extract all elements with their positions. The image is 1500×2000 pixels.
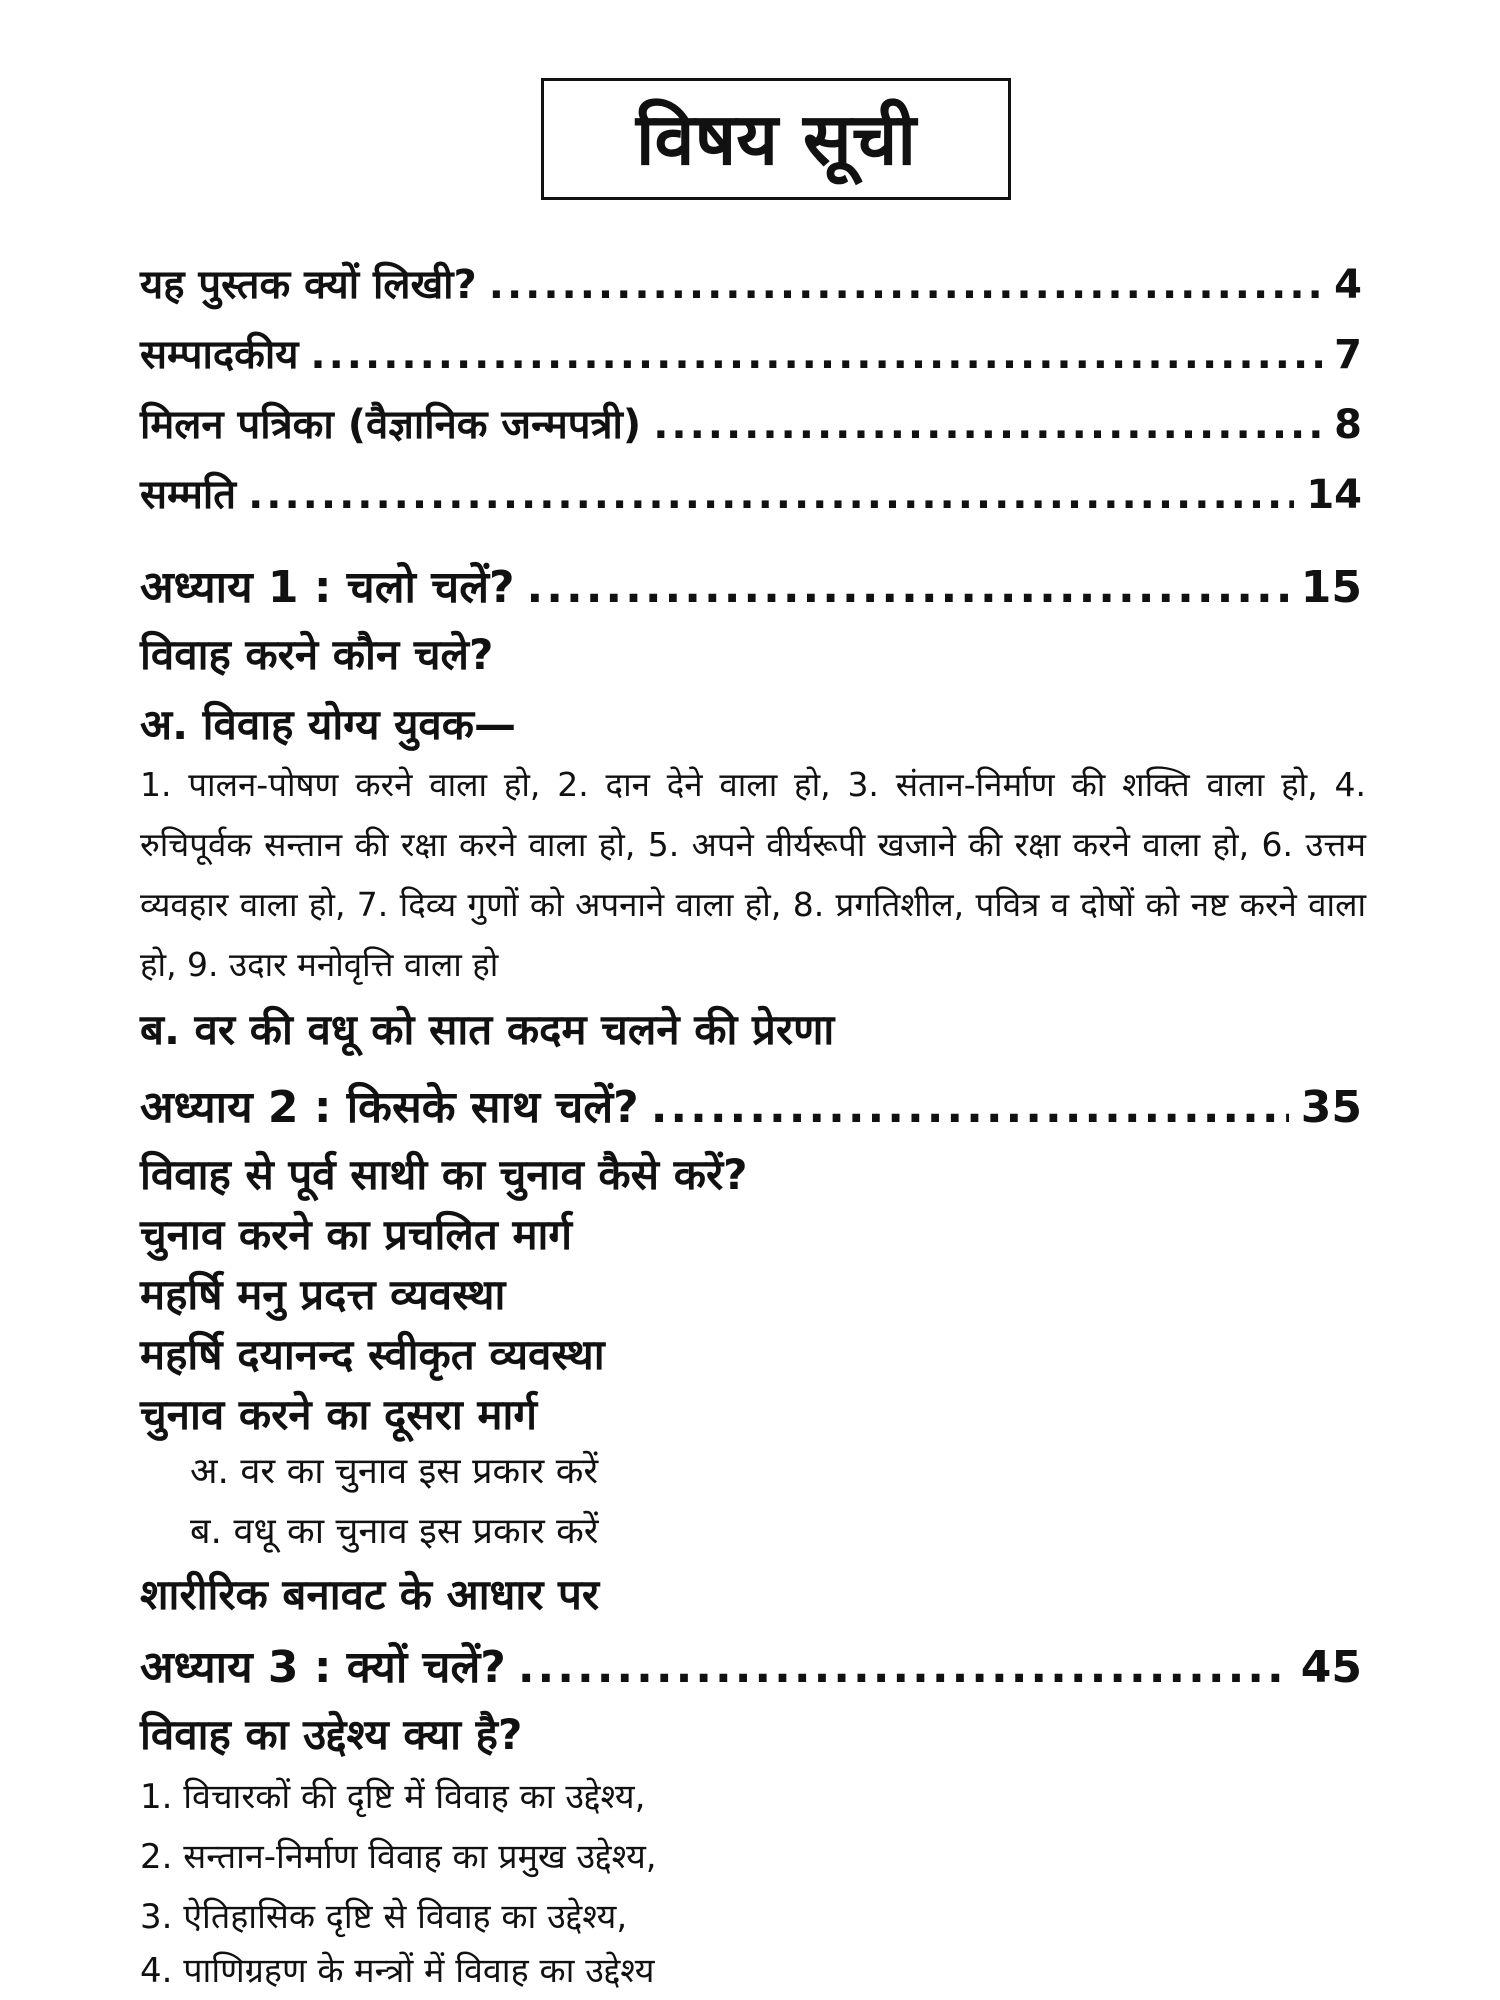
- toc-chapter-2[interactable]: [140, 1075, 1362, 1135]
- chapter-2-item: विवाह से पूर्व साथी का चुनाव कैसे करें?: [140, 1150, 748, 1199]
- chapter-2-subitem: ब. वधू का चुनाव इस प्रकार करें: [190, 1511, 599, 1552]
- chapter-3-point: 1. विचारकों की दृष्टि में विवाह का उद्देश्य,: [140, 1777, 646, 1817]
- dot-leader: [248, 472, 1294, 518]
- chapter-1-section-a: अ. विवाह योग्य युवक—: [140, 700, 517, 749]
- chapter-2-item: महर्षि दयानन्द स्वीकृत व्यवस्था: [140, 1330, 605, 1379]
- chapter-page: 15: [1300, 562, 1362, 613]
- toc-entry-page: 14: [1306, 472, 1362, 518]
- chapter-title: अध्याय 1 : चलो चलें?: [140, 562, 515, 613]
- toc-entry-label: मिलन पत्रिका (वैज्ञानिक जन्मपत्री): [140, 402, 642, 448]
- toc-entry-label: सम्मति: [140, 472, 237, 518]
- title-box: [541, 78, 1011, 200]
- toc-chapter-1[interactable]: [140, 555, 1362, 615]
- toc-entry-label: सम्पादकीय: [140, 332, 299, 378]
- chapter-1-paragraph: 1. पालन-पोषण करने वाला हो, 2. दान देने वाला हो, 3. संतान-निर्माण की शक्ति वाला हो, 4. रुचिपूर्वक सन्तान की रक्षा करने वाला हो, 5. अपने वीर्यरूपी खजाने की रक्षा करने वाला हो, 6. उत्तम व्यवहार वाला हो, 7. दिव्य गुणों को अपनाने वाला हो, 8. प्रगतिशील, पवित्र व दोषों को नष्ट करने वाला हो, 9. उदार मनोवृत्ति वाला हो: [140, 765, 1366, 984]
- chapter-3-point: 3. ऐतिहासिक दृष्टि से विवाह का उद्देश्य,: [140, 1897, 628, 1937]
- toc-chapter-3[interactable]: [140, 1635, 1362, 1695]
- toc-entry-page: 8: [1334, 402, 1362, 448]
- chapter-3-point: 4. पाणिग्रहण के मन्त्रों में विवाह का उद्देश्य: [140, 1951, 655, 1991]
- chapter-1-section-b: ब. वर की वधू को सात कदम चलने की प्रेरणा: [140, 1005, 835, 1054]
- chapter-title: अध्याय 3 : क्यों चलें?: [140, 1642, 506, 1693]
- chapter-page: 45: [1300, 1642, 1362, 1693]
- dot-leader: [651, 1082, 1289, 1133]
- toc-entry-label: यह पुस्तक क्यों लिखी?: [140, 262, 477, 308]
- toc-entry-page: 7: [1334, 332, 1362, 378]
- dot-leader: [489, 262, 1322, 308]
- chapter-2-subitem: अ. वर का चुनाव इस प्रकार करें: [190, 1451, 599, 1492]
- toc-entry-page: 4: [1334, 262, 1362, 308]
- dot-leader: [518, 1642, 1289, 1693]
- toc-entry-milan-patrika[interactable]: [140, 395, 1362, 450]
- chapter-page: 35: [1300, 1082, 1362, 1133]
- toc-entry-sammati[interactable]: [140, 465, 1362, 520]
- chapter-3-point: 2. सन्तान-निर्माण विवाह का प्रमुख उद्देश्य,: [140, 1837, 657, 1877]
- chapter-2-item: चुनाव करने का प्रचलित मार्ग: [140, 1210, 573, 1259]
- chapter-title: अध्याय 2 : किसके साथ चलें?: [140, 1082, 639, 1133]
- toc-entry-editorial[interactable]: [140, 325, 1362, 380]
- page-title: विषय सूची: [635, 97, 917, 181]
- chapter-2-item: शारीरिक बनावट के आधार पर: [140, 1570, 600, 1619]
- chapter-3-heading: विवाह का उद्देश्य क्या है?: [140, 1710, 523, 1759]
- chapter-2-item: चुनाव करने का दूसरा मार्ग: [140, 1390, 537, 1439]
- dot-leader: [310, 332, 1322, 378]
- chapter-2-item: महर्षि मनु प्रदत्त व्यवस्था: [140, 1270, 506, 1319]
- dot-leader: [527, 562, 1289, 613]
- chapter-1-heading: विवाह करने कौन चले?: [140, 630, 494, 679]
- toc-entry-preface[interactable]: [140, 255, 1362, 310]
- dot-leader: [653, 402, 1322, 448]
